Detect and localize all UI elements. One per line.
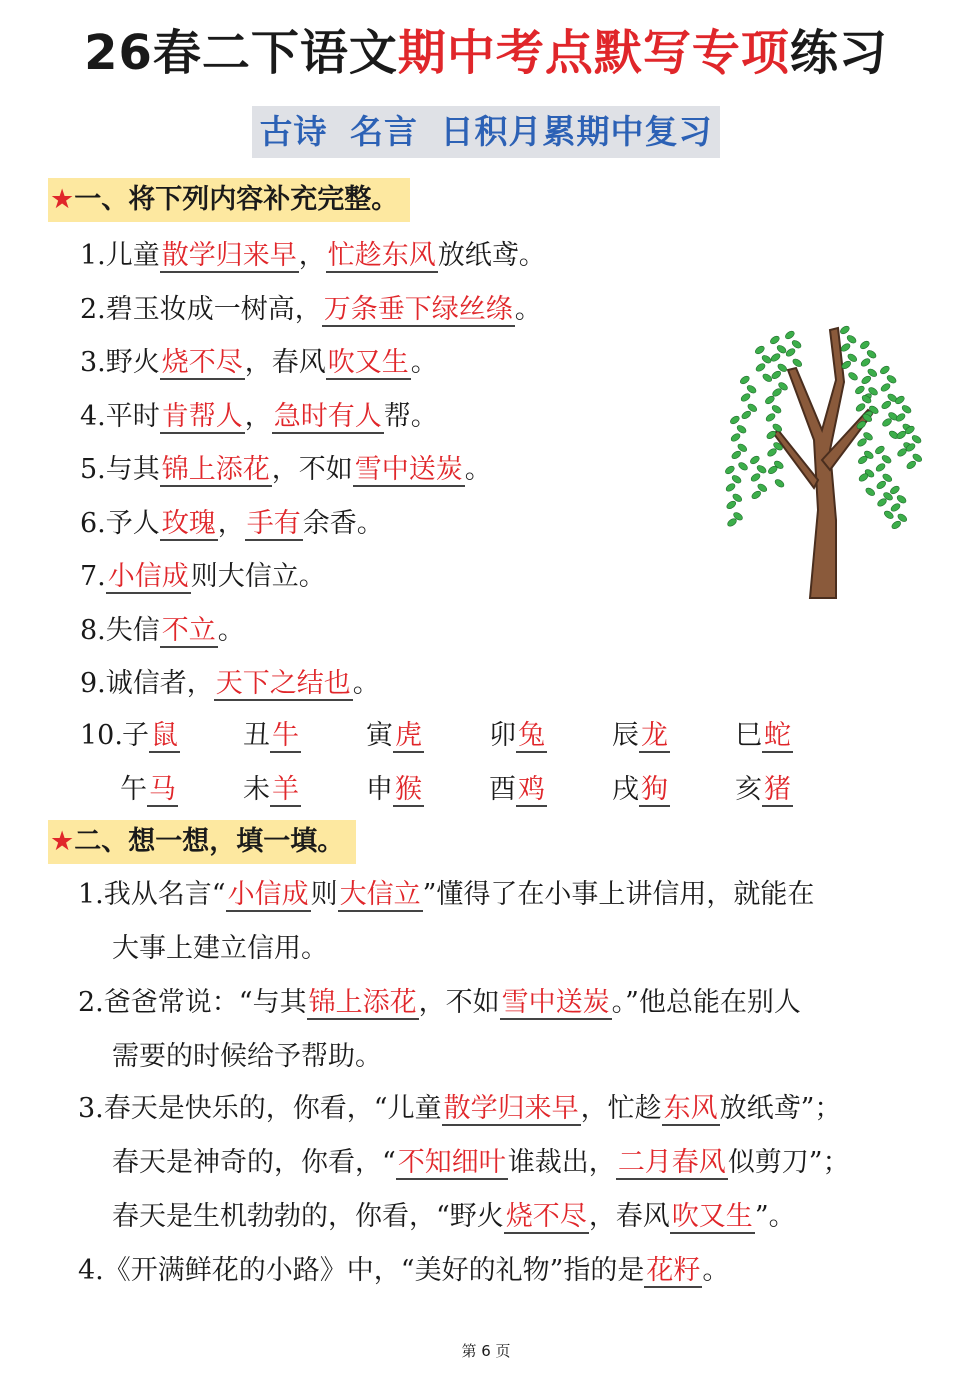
leaf xyxy=(901,404,913,415)
leaf xyxy=(890,502,902,513)
text: ， xyxy=(298,240,326,271)
text: 与其 xyxy=(105,454,160,485)
answer: 花籽 xyxy=(646,1255,701,1286)
leaf xyxy=(776,344,788,355)
text: 予人 xyxy=(105,507,160,539)
answer: 雪中送炭 xyxy=(354,454,463,485)
text: 春天是神奇的，你看，“ xyxy=(112,1147,396,1178)
answer: 吹又生 xyxy=(671,1201,753,1232)
section2-question-2 xyxy=(78,976,948,1084)
leaf xyxy=(889,485,901,496)
leaf xyxy=(740,410,752,421)
text: ，春风 xyxy=(244,347,326,378)
text: 1.我从名言“ xyxy=(78,879,226,910)
leaf xyxy=(846,334,858,345)
answer: 吹又生 xyxy=(327,347,409,378)
answer: 手有 xyxy=(246,507,301,539)
earthly-branch: 午 xyxy=(120,774,147,805)
answer: 狗 xyxy=(641,774,668,805)
text: 平时 xyxy=(105,400,160,432)
text: ”。 xyxy=(754,1201,796,1232)
leaf xyxy=(736,424,748,435)
page-title xyxy=(0,18,972,88)
leaf xyxy=(729,415,741,426)
item-number: 6. xyxy=(80,507,106,539)
leaf xyxy=(755,362,767,373)
line xyxy=(78,1190,948,1244)
answer: 鼠 xyxy=(151,720,178,751)
text: ，忙趁 xyxy=(580,1093,662,1124)
text: 失信 xyxy=(105,614,160,646)
answer: 不知细叶 xyxy=(397,1147,506,1178)
earthly-branch: 巳 xyxy=(735,720,762,751)
leaf xyxy=(864,487,876,498)
leaf xyxy=(724,465,736,476)
answer: 天下之结也 xyxy=(215,668,351,699)
text: 放纸鸢。 xyxy=(437,240,546,271)
leaf xyxy=(880,400,892,411)
leaf xyxy=(890,520,902,531)
leaf xyxy=(866,349,878,360)
answer: 大信立 xyxy=(339,879,421,910)
leaf xyxy=(750,472,762,483)
leaf xyxy=(894,395,906,406)
leaf xyxy=(859,340,871,351)
answer: 散学归来早 xyxy=(161,240,297,271)
text: 似剪刀”； xyxy=(727,1147,850,1178)
zodiac-pair xyxy=(366,716,424,756)
text: ，不如 xyxy=(271,454,353,485)
text: ”懂得了在小事上讲信用，就能在 xyxy=(422,879,815,910)
text: 放纸鸢”； xyxy=(719,1093,842,1124)
section1-heading xyxy=(48,178,410,222)
text: 帮。 xyxy=(383,400,438,432)
leaf xyxy=(875,462,887,473)
zodiac-pair xyxy=(122,716,180,756)
earthly-branch: 卯 xyxy=(489,720,516,751)
text: 。 xyxy=(464,454,492,485)
leaf xyxy=(761,354,773,365)
earthly-branch: 寅 xyxy=(366,720,393,751)
answer: 雪中送炭 xyxy=(501,987,610,1018)
zodiac-pair xyxy=(366,770,424,810)
leaf xyxy=(731,474,743,485)
fill-item xyxy=(80,557,326,597)
answer: 鸡 xyxy=(518,774,545,805)
text: 野火 xyxy=(105,347,160,378)
answer: 龙 xyxy=(641,720,668,751)
text: ，春风 xyxy=(588,1201,670,1232)
zodiac-pair xyxy=(612,770,670,810)
leaf xyxy=(854,385,866,396)
leaf xyxy=(860,375,872,386)
answer: 万条垂下绿丝绦 xyxy=(323,293,513,325)
text: 。 xyxy=(514,293,542,325)
leaf xyxy=(905,460,917,471)
item-number: 7. xyxy=(80,561,106,592)
leaf xyxy=(886,374,898,385)
answer: 锦上添花 xyxy=(161,454,270,485)
leaf xyxy=(911,434,923,445)
leaf xyxy=(769,335,781,346)
answer: 烧不尽 xyxy=(161,347,243,378)
text: 大事上建立信用。 xyxy=(112,933,328,964)
fill-item xyxy=(80,343,438,383)
fill-item xyxy=(80,664,380,704)
zodiac-pair xyxy=(120,770,178,810)
text: 儿童 xyxy=(105,240,160,271)
leaf xyxy=(750,490,762,501)
text: 谁裁出， xyxy=(507,1147,616,1178)
answer: 马 xyxy=(149,774,176,805)
answer: 玫瑰 xyxy=(161,507,216,539)
text: 诚信者， xyxy=(105,668,214,699)
leaf xyxy=(791,357,803,368)
item-number: 1. xyxy=(80,240,106,271)
zodiac-pair xyxy=(735,716,793,756)
answer: 猪 xyxy=(764,774,791,805)
title-suffix: 练习 xyxy=(789,25,888,81)
text: ， xyxy=(244,400,272,432)
item-number: 8. xyxy=(80,614,106,646)
star-icon: ★ xyxy=(50,826,75,857)
text: 需要的时候给予帮助。 xyxy=(112,1041,382,1072)
leaf xyxy=(860,357,872,368)
title-highlight: 期中考点默写专项 xyxy=(397,25,790,81)
zodiac-pair xyxy=(243,716,301,756)
text: 春天是生机勃勃的，你看，“野火 xyxy=(112,1201,504,1232)
item-number: 4. xyxy=(80,400,106,432)
answer: 散学归来早 xyxy=(443,1093,579,1124)
leaf xyxy=(725,500,737,511)
fill-item xyxy=(80,611,245,651)
earthly-branch: 戌 xyxy=(612,774,639,805)
answer: 羊 xyxy=(272,774,299,805)
fill-item xyxy=(80,450,492,490)
leaf xyxy=(875,480,887,491)
leaf xyxy=(774,478,786,489)
text: 碧玉妆成一树高， xyxy=(105,293,322,325)
section2-heading-text: 二、想一想，填一填。 xyxy=(74,826,345,857)
answer: 烧不尽 xyxy=(505,1201,587,1232)
answer: 忙趁东风 xyxy=(327,240,436,271)
item-number: 3. xyxy=(80,347,106,378)
leaf xyxy=(785,347,797,358)
section2-heading xyxy=(48,820,356,864)
leaf xyxy=(725,482,737,493)
text: 。”他总能在别人 xyxy=(611,987,801,1018)
text: 4.《开满鲜花的小路》中，“美好的礼物”指的是 xyxy=(78,1255,645,1286)
section2-question-1 xyxy=(78,868,948,976)
earthly-branch: 未 xyxy=(243,774,270,805)
subtitle: 古诗 名言 日积月累期中复习 xyxy=(252,106,721,158)
answer: 肯帮人 xyxy=(161,400,243,432)
earthly-branch: 丑 xyxy=(243,720,270,751)
leaf xyxy=(855,402,867,413)
item-number: 5. xyxy=(80,454,106,485)
leaf xyxy=(756,464,768,475)
earthly-branch: 辰 xyxy=(612,720,639,751)
zodiac-pair xyxy=(612,716,670,756)
answer: 兔 xyxy=(518,720,545,751)
leaf xyxy=(791,339,803,350)
fill-item xyxy=(80,236,546,276)
page-number: 第 6 页 xyxy=(461,1342,511,1360)
text: 。 xyxy=(217,614,245,646)
zodiac-number: 10. xyxy=(80,720,123,751)
answer: 小信成 xyxy=(107,561,189,592)
answer: 锦上添花 xyxy=(308,987,417,1018)
zodiac-pair xyxy=(489,770,547,810)
leaf xyxy=(896,494,908,505)
leaf xyxy=(737,461,749,472)
leaf xyxy=(784,330,796,341)
leaf xyxy=(881,454,893,465)
fill-item xyxy=(80,397,438,437)
answer: 东风 xyxy=(663,1093,718,1124)
leaf xyxy=(839,325,851,336)
leaf xyxy=(765,412,777,423)
leaf xyxy=(895,412,907,423)
title-prefix: 26春二下语文 xyxy=(84,25,398,81)
leaf xyxy=(874,445,886,456)
text: ，不如 xyxy=(418,987,500,1018)
text: 。 xyxy=(410,347,438,378)
text: ， xyxy=(217,507,245,539)
text: 3.春天是快乐的，你看，“儿童 xyxy=(78,1093,442,1124)
fill-item xyxy=(80,290,542,330)
text: 。 xyxy=(702,1255,730,1286)
willow-tree-illustration xyxy=(718,310,928,600)
leaf xyxy=(730,432,742,443)
answer: 蛇 xyxy=(764,720,791,751)
section2-question-3 xyxy=(78,1082,948,1244)
line xyxy=(78,1136,948,1190)
star-icon: ★ xyxy=(50,184,75,215)
leaf xyxy=(770,352,782,363)
leaf xyxy=(749,455,761,466)
text: 则 xyxy=(310,879,338,910)
answer: 虎 xyxy=(395,720,422,751)
text: 则大信立。 xyxy=(190,561,326,592)
leaf xyxy=(761,372,773,383)
leaf xyxy=(740,392,752,403)
subtitle-container xyxy=(0,106,972,158)
item-number: 2. xyxy=(80,293,106,325)
leaf xyxy=(879,365,891,376)
answer: 猴 xyxy=(395,774,422,805)
answer: 急时有人 xyxy=(273,400,382,432)
leaf xyxy=(880,382,892,393)
zodiac-pair xyxy=(243,770,301,810)
section2-question-4 xyxy=(78,1244,948,1298)
answer: 牛 xyxy=(272,720,299,751)
answer: 二月春风 xyxy=(617,1147,726,1178)
leaf xyxy=(746,384,758,395)
leaf xyxy=(730,450,742,461)
earthly-branch: 子 xyxy=(122,720,149,751)
earthly-branch: 申 xyxy=(366,774,393,805)
earthly-branch: 酉 xyxy=(489,774,516,805)
section1-heading-text: 一、将下列内容补充完整。 xyxy=(74,184,399,215)
text: 2.爸爸常说：“与其 xyxy=(78,987,307,1018)
willow-trunk xyxy=(774,328,872,598)
text: 余香。 xyxy=(302,507,384,539)
zodiac-pair xyxy=(489,716,547,756)
earthly-branch: 亥 xyxy=(735,774,762,805)
item-number: 9. xyxy=(80,668,106,699)
text: 。 xyxy=(352,668,380,699)
leaf xyxy=(771,404,783,415)
zodiac-pair xyxy=(735,770,793,810)
leaf xyxy=(754,345,766,356)
leaf xyxy=(770,370,782,381)
leaf xyxy=(847,371,859,382)
answer: 不立 xyxy=(161,614,216,646)
leaf xyxy=(739,375,751,386)
fill-item xyxy=(80,504,384,544)
answer: 小信成 xyxy=(227,879,309,910)
